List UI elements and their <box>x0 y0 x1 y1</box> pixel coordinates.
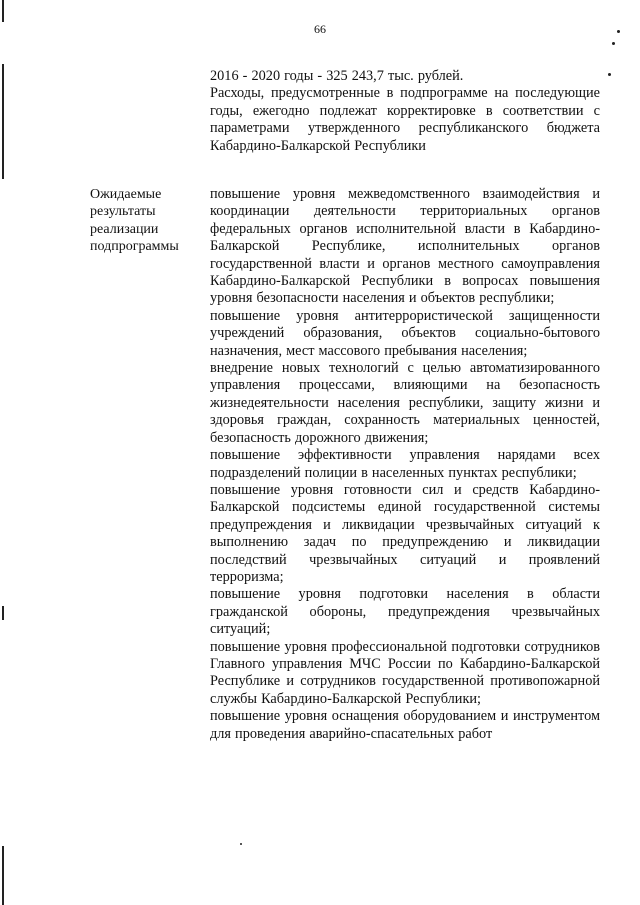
results-list <box>210 186 600 743</box>
scan-speck <box>608 73 611 76</box>
result-item: повышение уровня оснащения оборудованием и инструментом для проведения аварийно-спасательных работ <box>210 708 600 742</box>
scan-margin-mark <box>2 846 4 905</box>
result-item: повышение уровня подготовки населения в области гражданской обороны, предупреждения чрезвычайных ситуаций; <box>210 586 600 638</box>
scan-margin-mark <box>2 0 4 22</box>
scan-margin-mark <box>2 64 4 179</box>
results-label-line: результаты <box>90 204 156 220</box>
page-number: 66 <box>314 22 326 36</box>
scan-speck <box>612 42 615 45</box>
result-item: повышение уровня готовности сил и средств Кабардино-Балкарской подсистемы единой государственной системы предупреждения и ликвидации чрезвычайных ситуаций к выполнению задач по предупреждению и ликвидации последствий чрезвычайных ситуаций и проявлений терроризма; <box>210 481 600 585</box>
results-label-line: реализации <box>90 221 159 237</box>
scan-speck <box>240 843 242 845</box>
result-item: повышение уровня межведомственного взаимодействия и координации деятельности территориальных органов федеральных органов исполнительной власти в Кабардино-Балкарской Республике, исполнительных органов государственной власти и органов местного самоуправления Кабардино-Балкарской Республики в вопросах повышения уровня безопасности населения и объектов республики; <box>210 186 600 307</box>
funding-period-line: 2016 - 2020 годы - 325 243,7 тыс. рублей. <box>210 68 464 84</box>
results-label-line: Ожидаемые <box>90 187 162 202</box>
result-item: повышение уровня профессиональной подготовки сотрудников Главного управления МЧС России по Кабардино-Балкарской Республике и сотрудников государственной противопожарной службы Кабардино-Балкарской Республики; <box>210 638 600 707</box>
scan-margin-mark <box>2 606 4 620</box>
results-label-line: подпрограммы <box>90 239 179 255</box>
results-label <box>90 186 205 256</box>
result-item: повышение эффективности управления нарядами всех подразделений полиции в населенных пунктах республики; <box>210 447 600 481</box>
result-item: внедрение новых технологий с целью автоматизированного управления процессами, влияющими на безопасность жизнедеятельности населения республики, защиту жизни и здоровья граждан, сохранность материальных ценностей, безопасность дорожного движения; <box>210 360 600 446</box>
result-item: повышение уровня антитеррористической защищенности учреждений образования, объектов социально-бытового назначения, мест массового пребывания населения; <box>210 307 600 359</box>
funding-block <box>210 68 600 155</box>
funding-note: Расходы, предусмотренные в подпрограмме на последующие годы, ежегодно подлежат корректировке в соответствии с параметрами утвержденного республиканского бюджета Кабардино-Балкарской Республики <box>210 85 600 154</box>
